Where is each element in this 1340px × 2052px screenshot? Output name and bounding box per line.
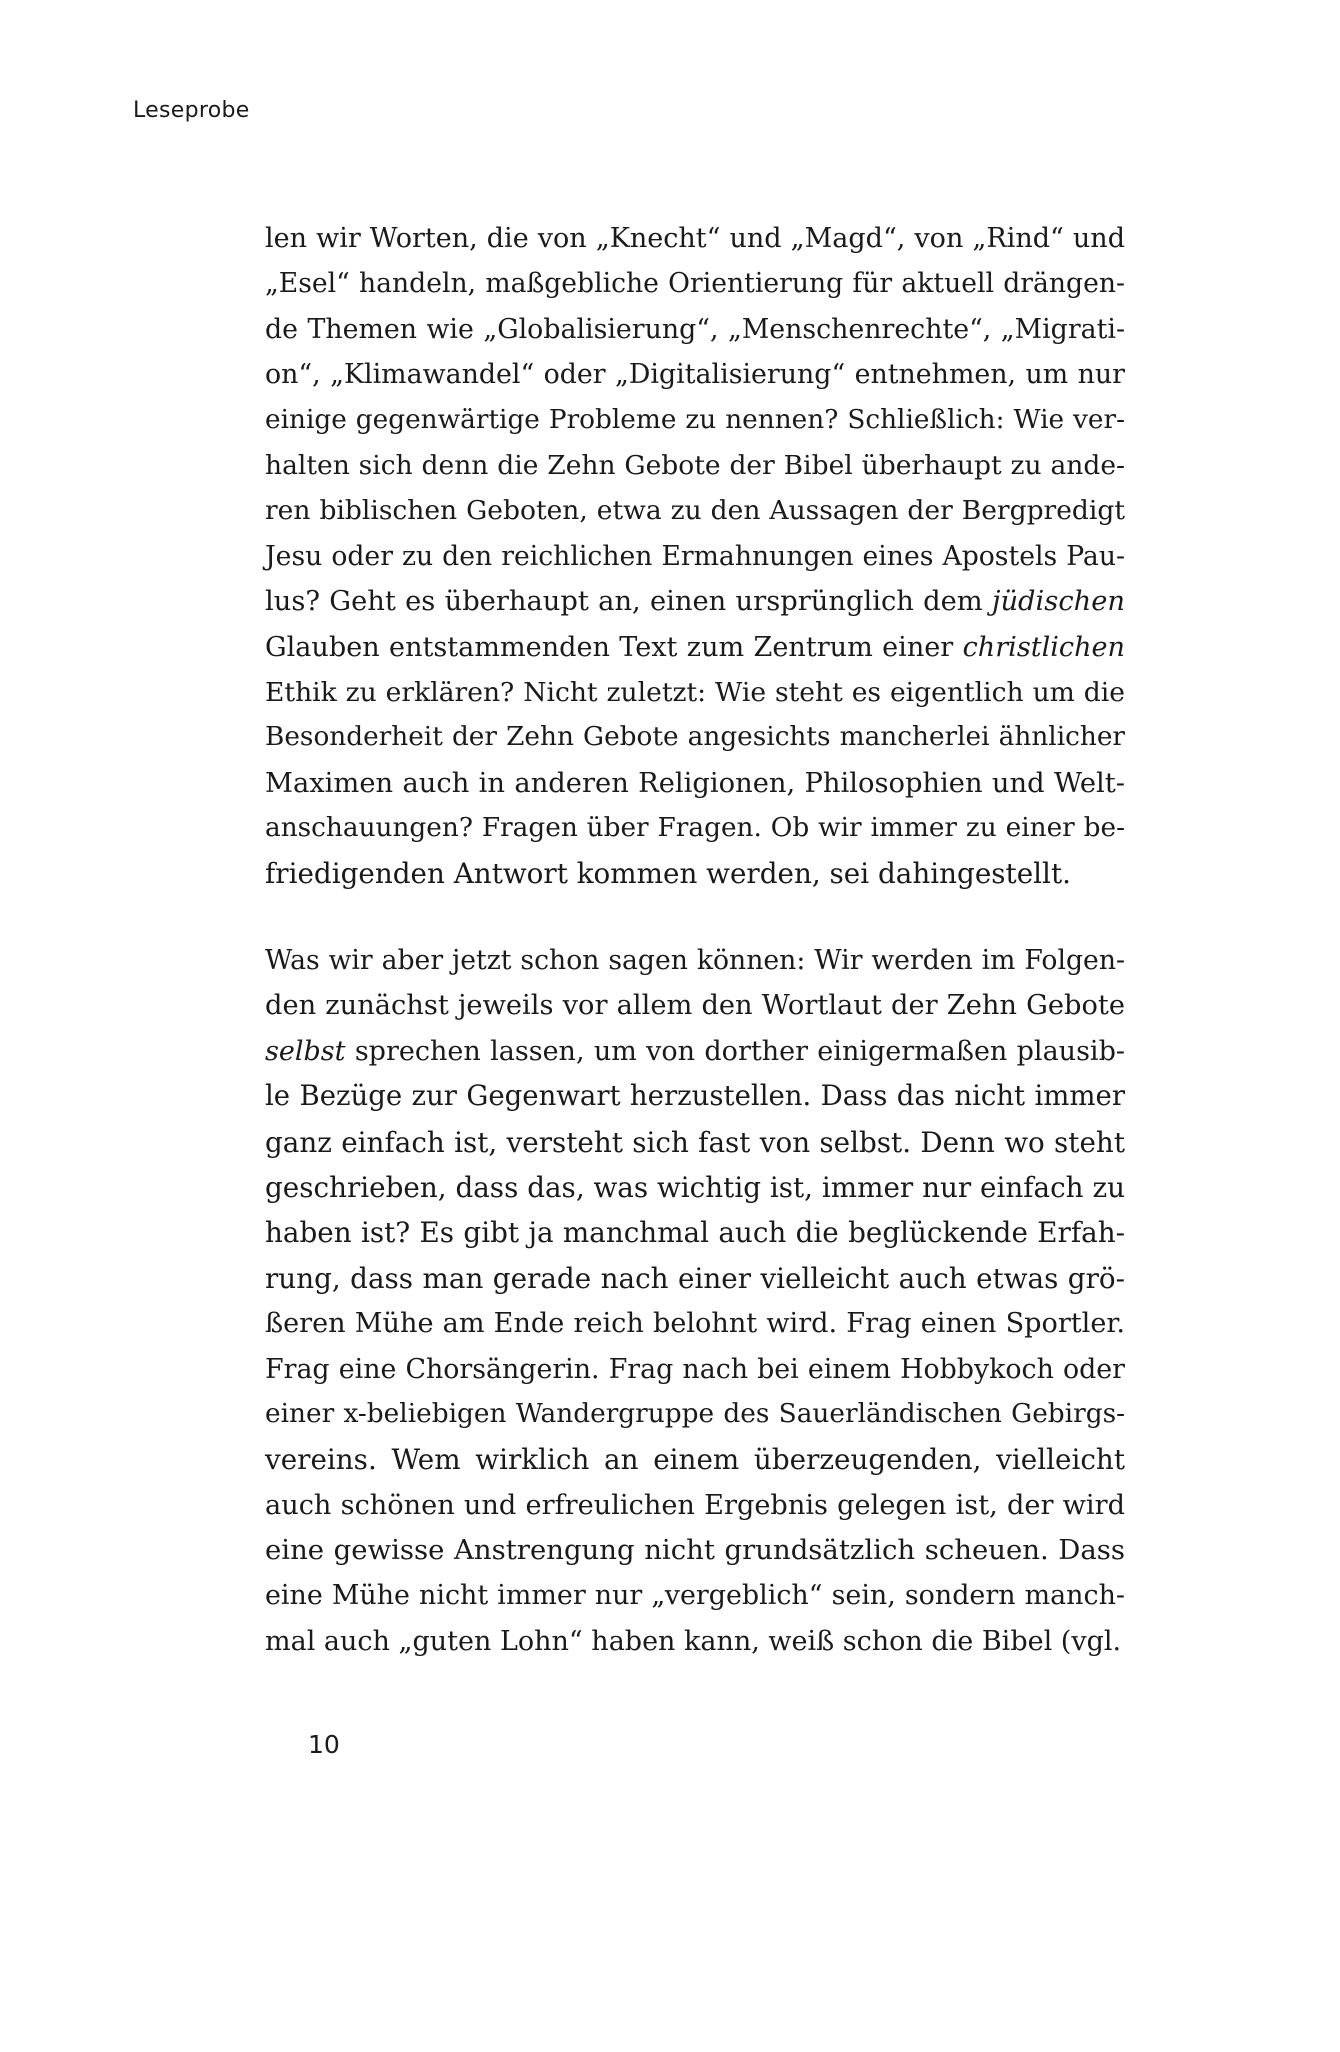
text-segment: haben ist? Es gibt ja manchmal auch die beglückende Erfah- [265,1216,1125,1250]
text-line [265,625,1125,670]
italic-text: christlichen [962,631,1125,663]
text-segment: sprechen lassen, um von dorther einigermaßen plausib- [345,1035,1125,1067]
text-segment: de Themen wie „Globalisierung“, „Menschenrechte“, „Migrati- [265,313,1125,345]
text-line [265,1074,1125,1119]
text-line [265,715,1125,760]
text-segment: on“, „Klimawandel“ oder „Digitalisierung“ entnehmen, um nur [265,359,1125,391]
text-segment: „Esel“ handeln, maßgebliche Orientierung für aktuell drängen- [265,268,1125,300]
text-segment: anschauungen? Fragen über Fragen. Ob wir immer zu einer be- [265,813,1125,844]
text-line [265,352,1125,397]
text-line [265,1029,1125,1074]
text-line [265,983,1125,1028]
text-segment: geschrieben, dass das, was wichtig ist, immer nur einfach zu [265,1170,1125,1204]
text-segment: le Bezüge zur Gegenwart herzustellen. Dass das nicht immer [265,1080,1125,1113]
text-segment: auch schönen und erfreulichen Ergebnis gelegen ist, der wird [265,1489,1125,1521]
text-line [265,670,1125,715]
text-segment: friedigenden Antwort kommen werden, sei dahingestellt. [265,857,1071,891]
text-line [265,307,1125,352]
italic-text: jüdischen [991,586,1125,618]
text-line [265,443,1125,488]
text-line [265,761,1125,806]
text-segment: halten sich denn die Zehn Gebote der Bibel überhaupt zu ande- [265,449,1125,481]
text-line [265,1573,1125,1618]
text-line [265,261,1125,306]
page-number: 10 [308,1730,340,1759]
text-segment: ganz einfach ist, versteht sich fast von selbst. Denn wo steht [265,1125,1125,1159]
text-line [265,534,1125,579]
text-segment: mal auch „guten Lohn“ haben kann, weiß schon die Bibel (vgl. [265,1625,1122,1657]
text-segment: Besonderheit der Zehn Gebote angesichts mancherlei ähnlicher [265,722,1125,753]
text-line [265,1483,1125,1528]
paragraph [265,938,1125,1664]
italic-text: selbst [265,1035,346,1067]
text-segment: eine gewisse Anstrengung nicht grundsätzlich scheuen. Dass [265,1534,1125,1567]
text-segment: ßeren Mühe am Ende reich belohnt wird. Frag einen Sportler. [265,1308,1125,1340]
text-line [265,1120,1125,1165]
text-line [265,938,1125,983]
text-line [265,216,1125,261]
text-line [265,579,1125,624]
text-segment: Frag eine Chorsängerin. Frag nach bei einem Hobbykoch oder [265,1353,1125,1385]
text-segment: Glauben entstammenden Text zum Zentrum einer [265,631,963,663]
text-line [265,1437,1125,1482]
text-segment: Ethik zu erklären? Nicht zuletzt: Wie steht es eigentlich um die [265,676,1125,708]
paragraph [265,216,1125,897]
text-line [265,488,1125,533]
text-line [265,1347,1125,1392]
text-segment: lus? Geht es überhaupt an, einen ursprünglich dem [265,586,992,618]
text-segment: rung, dass man gerade nach einer vielleicht auch etwas grö- [265,1261,1125,1295]
text-line [265,1619,1125,1664]
text-segment: vereins. Wem wirklich an einem überzeugenden, vielleicht [265,1443,1125,1477]
text-line [265,1165,1125,1210]
text-segment: Was wir aber jetzt schon sagen können: Wir werden im Folgen- [265,945,1125,976]
text-segment: den zunächst jeweils vor allem den Wortlaut der Zehn Gebote [265,990,1125,1022]
text-line [265,1301,1125,1346]
text-segment: einige gegenwärtige Probleme zu nennen? Schließlich: Wie ver- [265,404,1125,435]
text-line [265,851,1125,896]
text-segment: ren biblischen Geboten, etwa zu den Aussagen der Bergpredigt [265,495,1125,527]
text-line [265,806,1125,851]
text-line [265,1256,1125,1301]
text-segment: einer x-beliebigen Wandergruppe des Sauerländischen Gebirgs- [265,1398,1125,1429]
text-segment: Maximen auch in anderen Religionen, Philosophien und Welt- [265,767,1125,799]
running-header: Leseprobe [133,98,250,123]
text-line [265,398,1125,443]
text-segment: len wir Worten, die von „Knecht“ und „Magd“, von „Rind“ und [265,223,1125,254]
text-line [265,1528,1125,1573]
text-line [265,1392,1125,1437]
text-line [265,1210,1125,1255]
text-segment: Jesu oder zu den reichlichen Ermahnungen eines Apostels Pau- [265,540,1125,572]
text-segment: eine Mühe nicht immer nur „vergeblich“ sein, sondern manch- [265,1580,1125,1612]
